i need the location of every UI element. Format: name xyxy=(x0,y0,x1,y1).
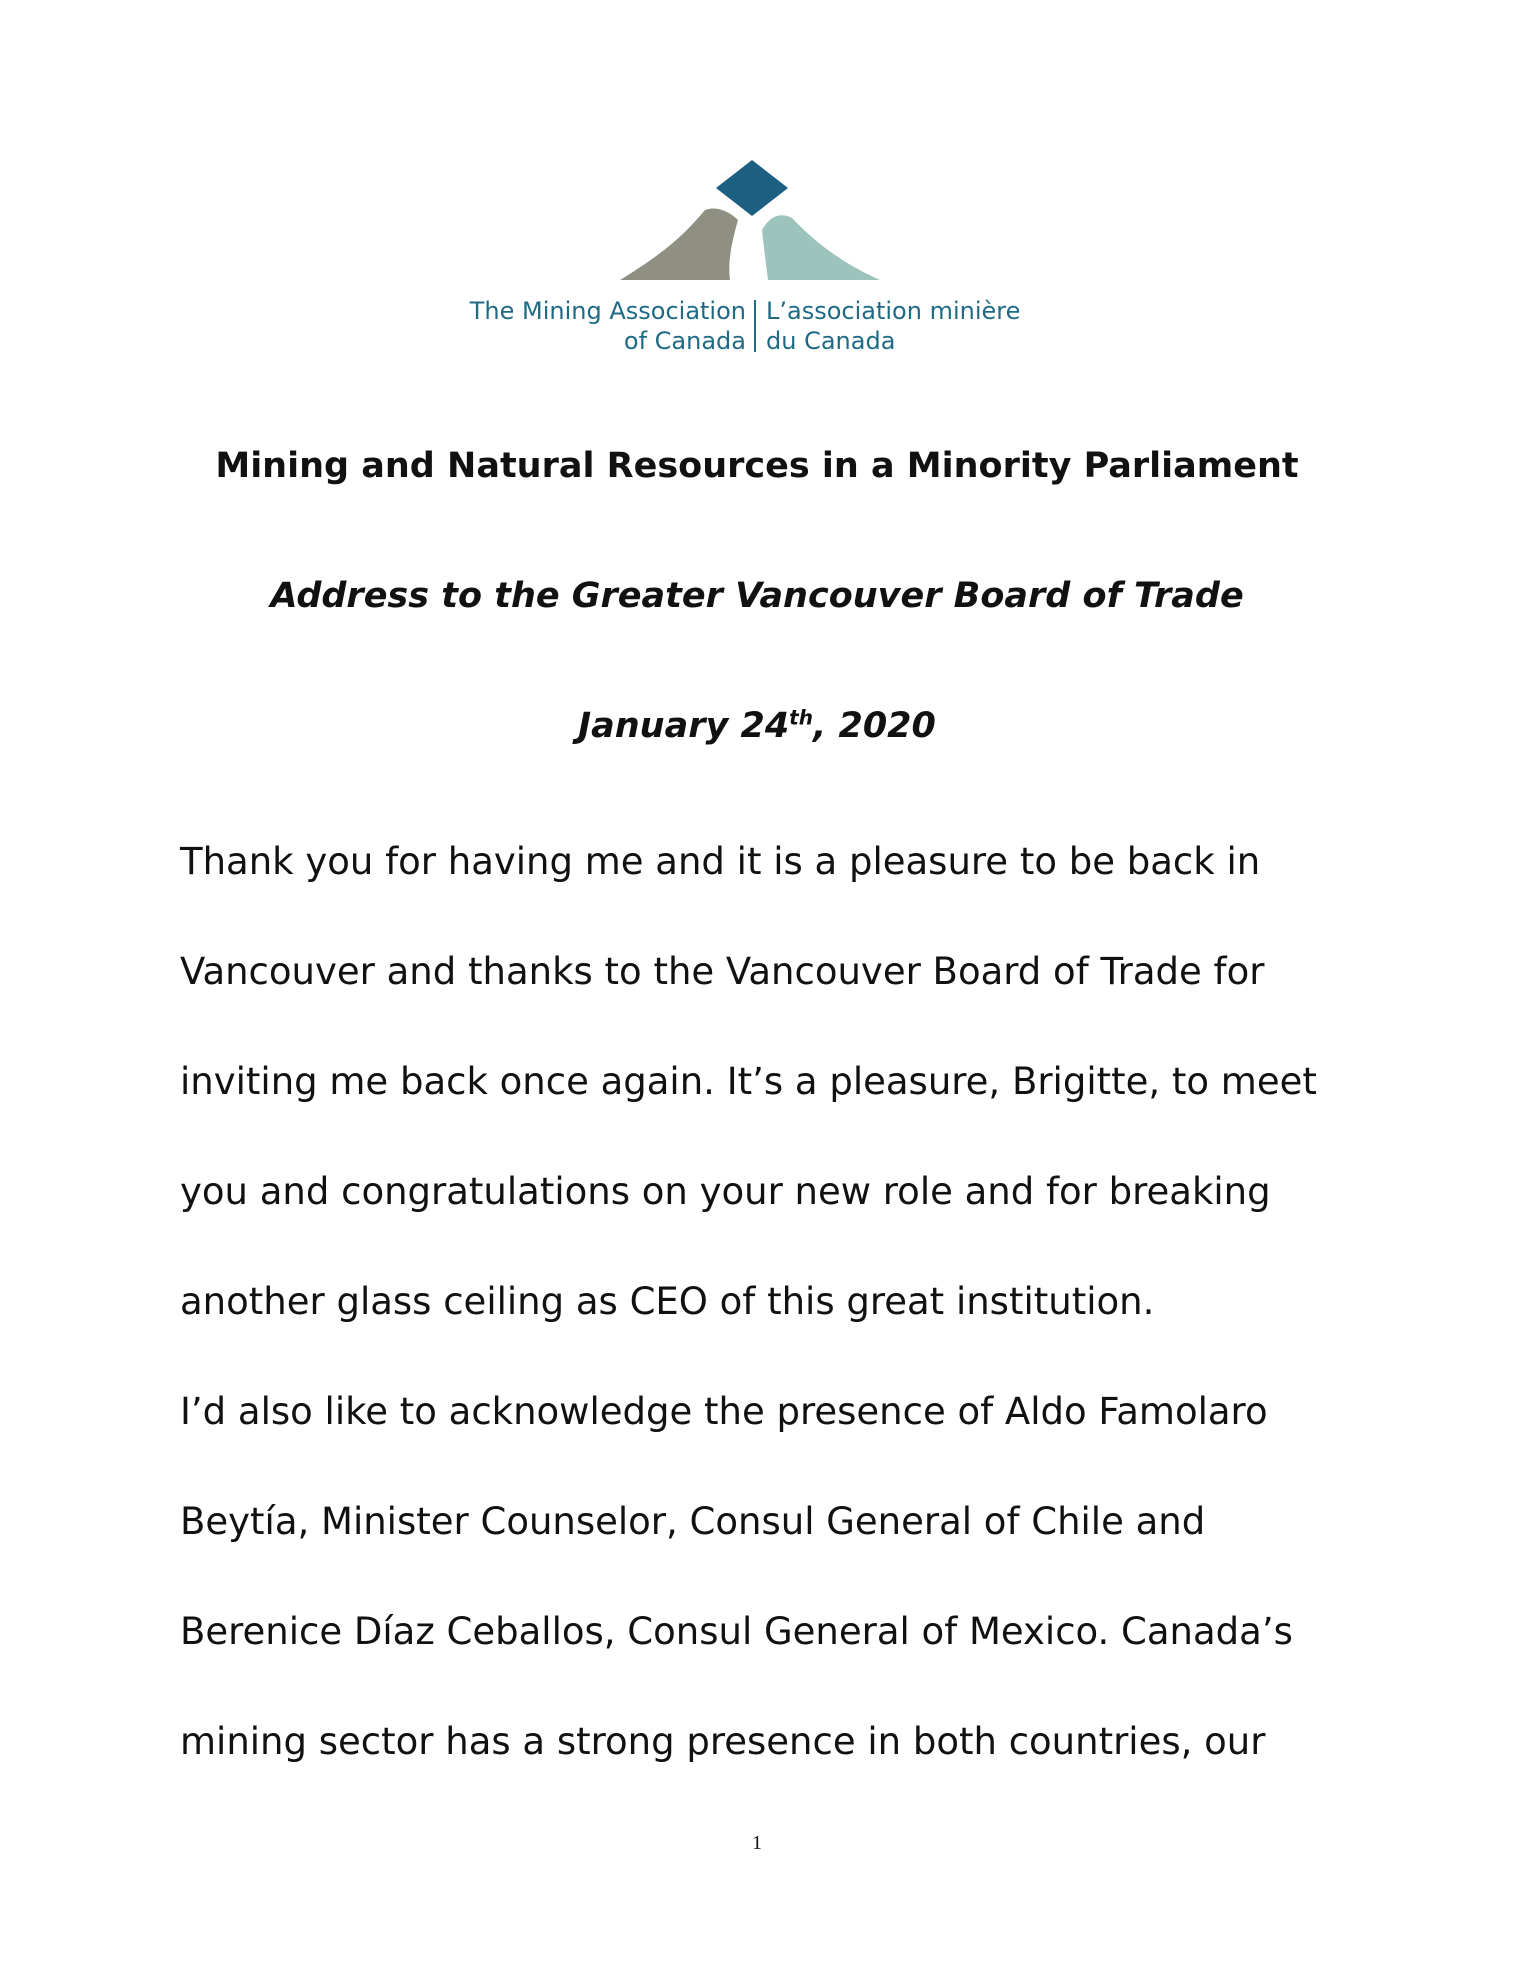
paragraph-line: Berenice Díaz Ceballos, Consul General of Mexico. Canada’s xyxy=(180,1610,1293,1653)
mining-association-logo xyxy=(470,160,1060,360)
paragraph-line: Vancouver and thanks to the Vancouver Board of Trade for xyxy=(180,950,1265,993)
document-title: Mining and Natural Resources in a Minority Parliament xyxy=(215,446,1299,486)
paragraph-line: inviting me back once again. It’s a pleasure, Brigitte, to meet xyxy=(180,1060,1317,1103)
date-ordinal-suffix: th xyxy=(789,705,813,730)
logo-mark-icon xyxy=(620,160,910,285)
logo-name-english-line2: of Canada xyxy=(623,327,746,355)
paragraph-line: I’d also like to acknowledge the presence of Aldo Famolaro xyxy=(180,1390,1268,1433)
logo-name-french xyxy=(766,296,1020,356)
paragraph-line: Thank you for having me and it is a pleasure to be back in xyxy=(180,840,1261,883)
paragraph-2 xyxy=(180,1357,1360,1797)
paragraph-line: you and congratulations on your new role and for breaking xyxy=(180,1170,1271,1213)
logo-wordmark xyxy=(470,296,1060,356)
logo-name-french-line2: du Canada xyxy=(766,327,896,355)
paragraph-line: mining sector has a strong presence in both countries, our xyxy=(180,1720,1266,1763)
document-date xyxy=(0,706,1514,746)
logo-divider xyxy=(754,300,756,352)
date-prefix: January 24 xyxy=(578,706,790,746)
date-suffix: , 2020 xyxy=(812,706,936,746)
document-subtitle: Address to the Greater Vancouver Board of Trade xyxy=(270,576,1244,616)
paragraph-line: Beytía, Minister Counselor, Consul General of Chile and xyxy=(180,1500,1206,1543)
page-number: 1 xyxy=(752,1832,762,1854)
logo-name-english xyxy=(470,296,746,356)
paragraph-1 xyxy=(180,807,1360,1357)
logo-name-english-line1: The Mining Association xyxy=(469,297,746,325)
logo-name-french-line1: L’association minière xyxy=(766,297,1021,325)
paragraph-line: another glass ceiling as CEO of this great institution. xyxy=(180,1280,1155,1323)
